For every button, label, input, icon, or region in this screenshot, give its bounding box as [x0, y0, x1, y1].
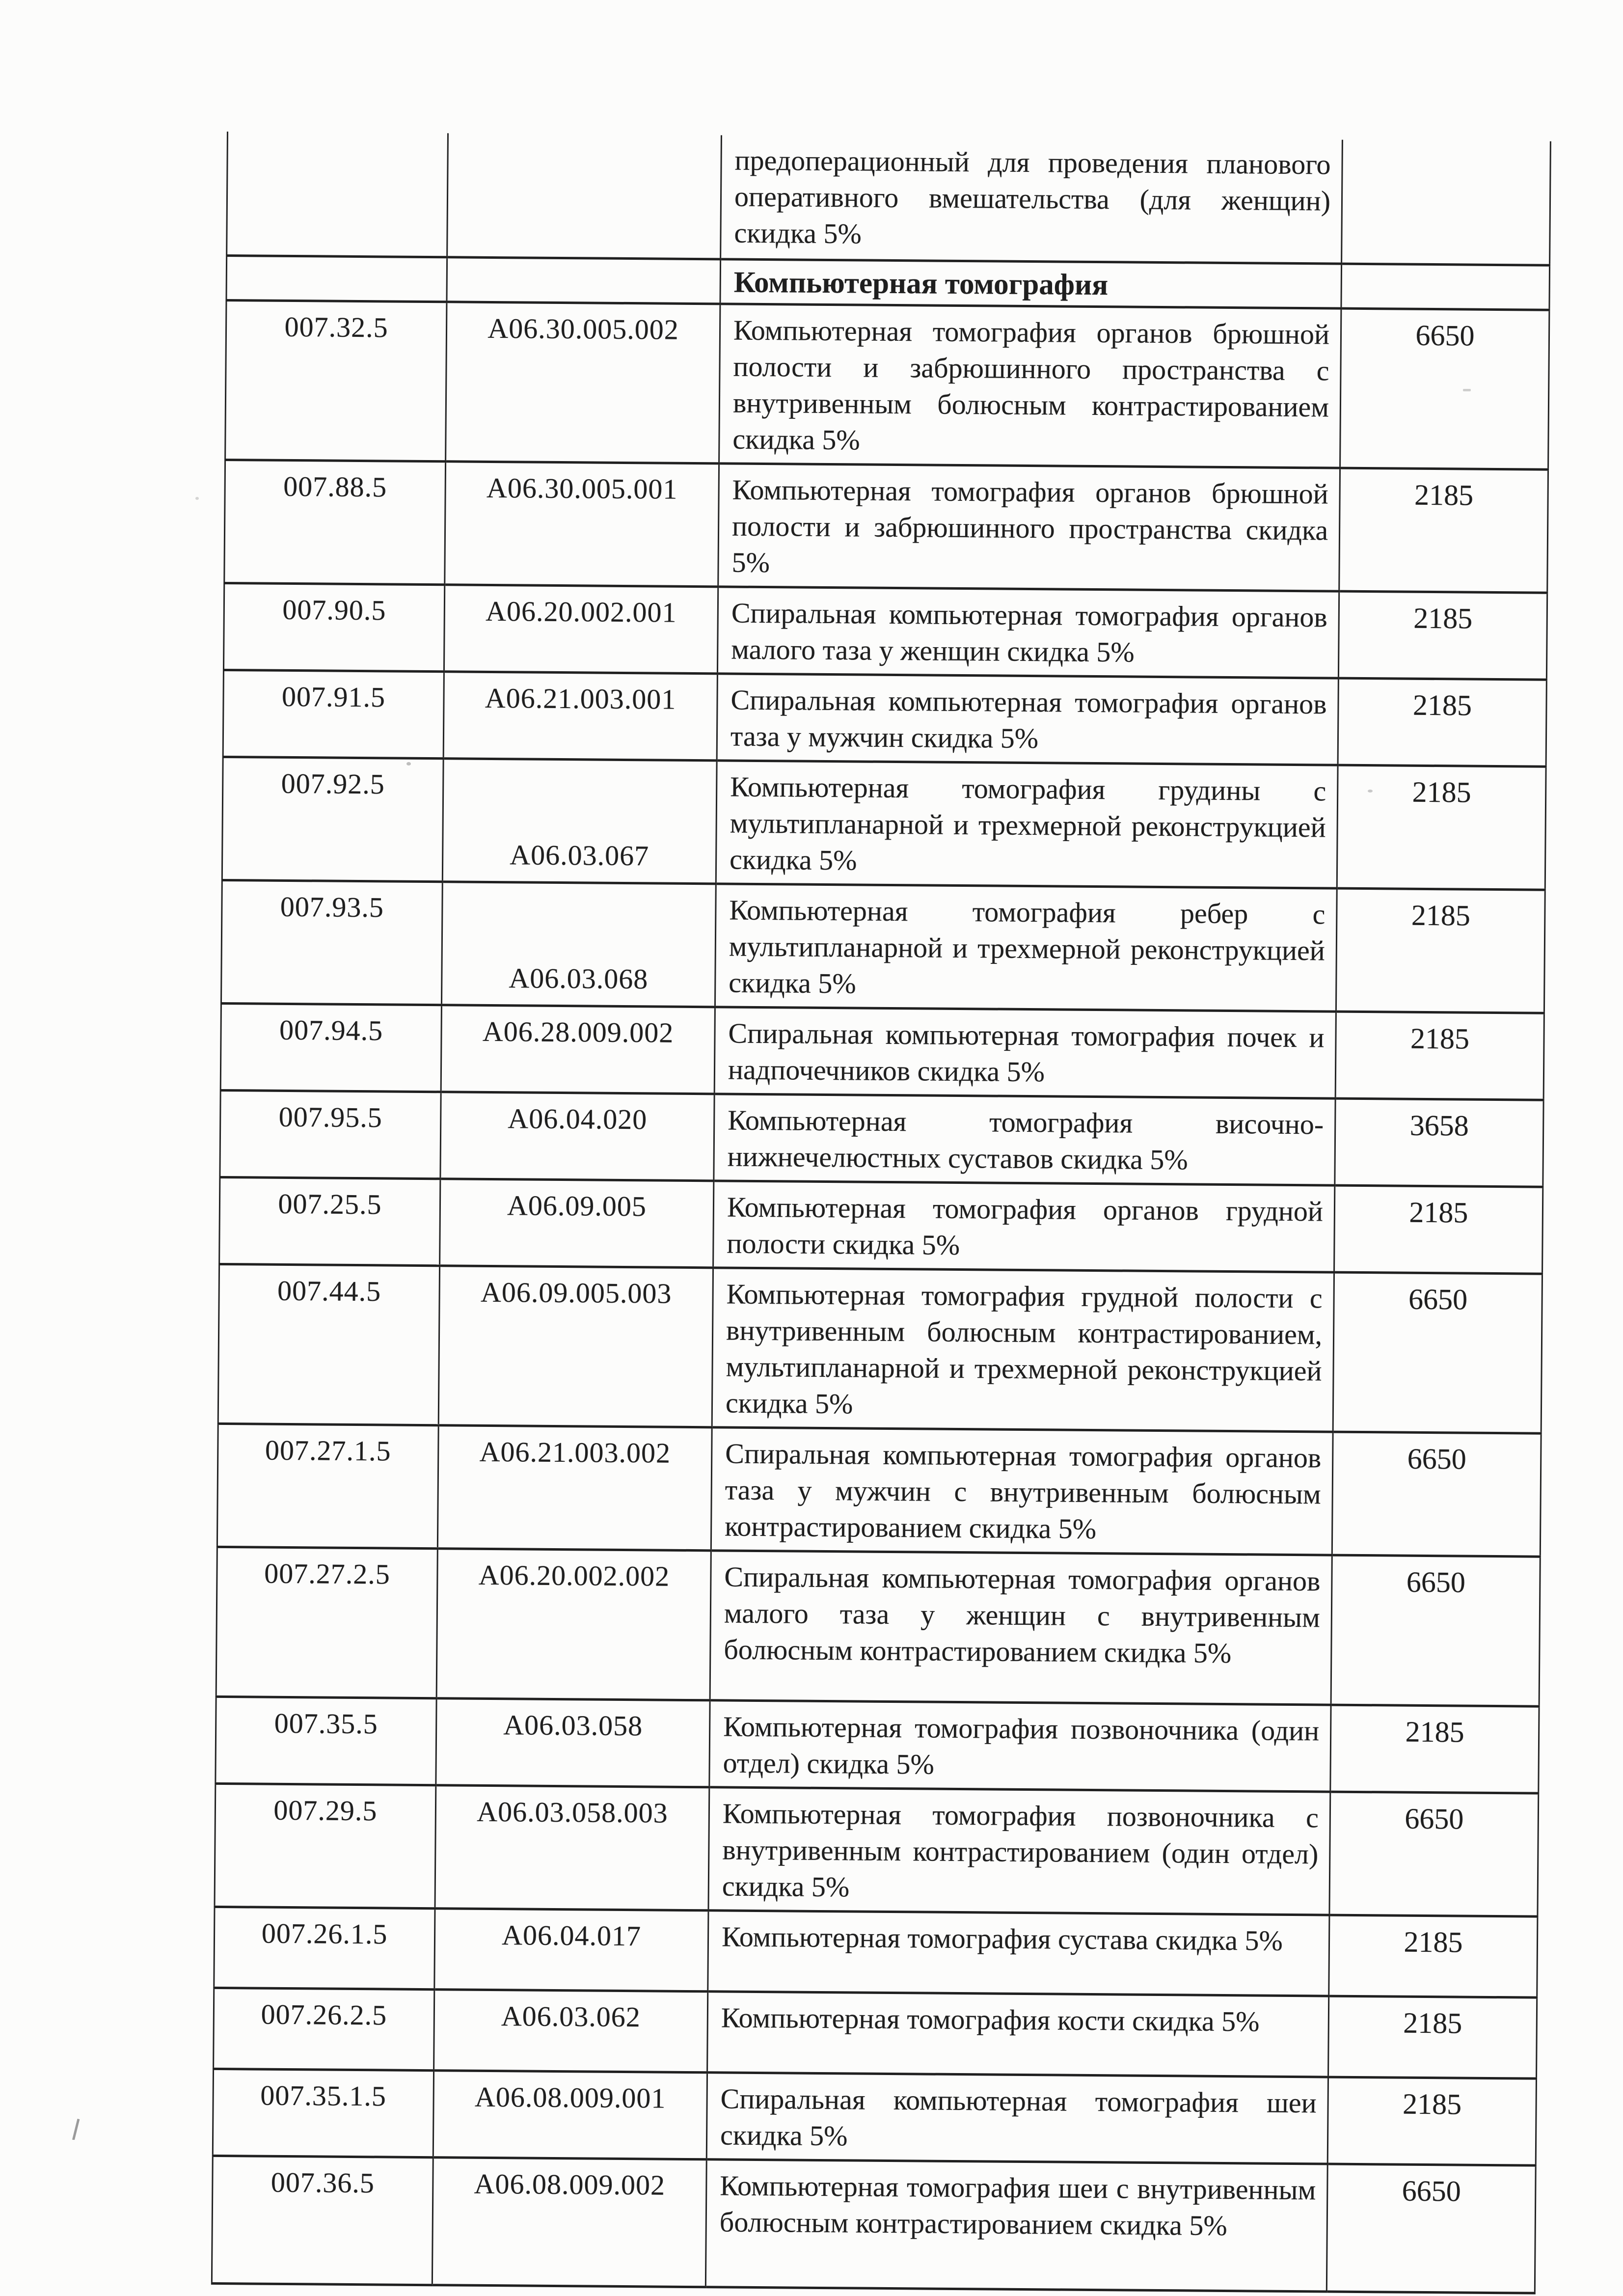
cell-service-code: A06.09.005.003 [438, 1265, 713, 1427]
cell-code: 007.26.1.5 [214, 1907, 435, 1989]
cell-price: 3658 [1335, 1098, 1543, 1187]
cell-description: Компьютерная томография сустава скидка 5% [708, 1910, 1329, 1995]
cell-description: Компьютерная томография кости скидка 5% [707, 1991, 1329, 2077]
cell-price: 2185 [1335, 1011, 1544, 1100]
cell-service-code: A06.21.003.001 [443, 671, 717, 760]
cell-description: Компьютерная томография височно-нижнечелюстных суставов скидка 5% [714, 1093, 1335, 1185]
table-row [223, 670, 1546, 766]
cell-service-code [447, 257, 721, 303]
cell-service-code: A06.03.068 [441, 881, 716, 1007]
cell-service-code: A06.08.009.002 [432, 2157, 706, 2287]
stray-pen-mark [72, 2119, 84, 2141]
table-row [221, 880, 1545, 1013]
cell-price: 2185 [1338, 591, 1547, 680]
cell-code [227, 132, 448, 257]
cell-code: 007.25.5 [219, 1177, 440, 1265]
cell-description: Спиральная компьютерная томография органов малого таза у женщин скидка 5% [717, 586, 1339, 678]
cell-price [1341, 264, 1550, 310]
cell-code: 007.90.5 [223, 583, 444, 671]
cell-description: Спиральная компьютерная томография почек и надпочечников скидка 5% [714, 1007, 1336, 1098]
table-row [219, 1177, 1543, 1274]
cell-service-code: A06.08.009.001 [433, 2070, 707, 2159]
cell-description: Компьютерная томография позвоночника (один отдел) скидка 5% [709, 1700, 1331, 1791]
table-row [224, 460, 1548, 593]
cell-price: 6650 [1331, 1555, 1540, 1706]
cell-code: 007.91.5 [223, 670, 444, 758]
scan-speck [406, 762, 411, 765]
table-row [225, 300, 1549, 469]
cell-service-code: A06.20.002.002 [436, 1548, 711, 1700]
cell-service-code: A06.28.009.002 [441, 1005, 715, 1093]
cell-description: Спиральная компьютерная томография органов таза у мужчин с внутривенным болюсным контрастированием скидка 5% [711, 1427, 1333, 1555]
scan-speck [1463, 389, 1471, 391]
cell-code: 007.29.5 [215, 1783, 436, 1908]
cell-price [1342, 140, 1551, 265]
cell-description: Компьютерная томография грудины с мультипланарной и трехмерной реконструкцией скидка 5% [716, 760, 1338, 888]
cell-price: 2185 [1338, 678, 1546, 766]
cell-price: 2185 [1336, 888, 1545, 1013]
cell-service-code: A06.04.020 [440, 1092, 714, 1180]
cell-price: 2185 [1327, 2077, 1536, 2165]
scan-speck [195, 497, 199, 500]
cell-description: предоперационный для проведения планового оперативного вмешательства (для женщин) скидка 5% [721, 135, 1343, 263]
table-row [212, 2156, 1536, 2293]
cell-price: 6650 [1340, 308, 1549, 469]
cell-price: 2185 [1339, 468, 1548, 593]
cell-description: Спиральная компьютерная томография органов таза у мужчин скидка 5% [717, 673, 1338, 765]
cell-price: 2185 [1329, 1915, 1538, 1997]
table-row [215, 1783, 1539, 1916]
cell-service-code: A06.30.005.001 [445, 461, 719, 586]
cell-service-code: A06.03.058 [436, 1698, 710, 1787]
cell-price: 2185 [1337, 765, 1546, 890]
cell-service-code: A06.21.003.002 [437, 1425, 712, 1550]
cell-code: 007.35.5 [216, 1696, 436, 1785]
table-row [213, 2069, 1536, 2165]
cell-service-code: A06.20.002.001 [444, 584, 718, 673]
price-table [211, 132, 1551, 2294]
table-row [217, 1423, 1541, 1557]
cell-code: 007.92.5 [222, 757, 443, 881]
table-row [220, 1090, 1543, 1187]
cell-description: Компьютерная томография органов грудной полости скидка 5% [713, 1180, 1335, 1272]
cell-description: Компьютерная томография ребер с мультипланарной и трехмерной реконструкцией скидка 5% [715, 883, 1337, 1011]
cell-description: Спиральная компьютерная томография шеи скидка 5% [706, 2072, 1328, 2163]
cell-price: 2185 [1330, 1705, 1539, 1793]
cell-code: 007.35.1.5 [213, 2069, 433, 2157]
cell-description: Компьютерная томография органов брюшной полости и забрюшинного пространства с внутривенным болюсным контрастированием скидка 5% [719, 303, 1341, 467]
cell-code: 007.32.5 [225, 300, 447, 461]
cell-code: 007.27.1.5 [217, 1423, 438, 1548]
cell-code: 007.44.5 [218, 1264, 439, 1425]
table-row [216, 1696, 1539, 1793]
cell-code: 007.36.5 [212, 2156, 433, 2285]
cell-price: 2185 [1334, 1185, 1543, 1274]
scan-speck [1368, 790, 1373, 793]
cell-price: 2185 [1328, 1996, 1537, 2078]
cell-price: 6650 [1329, 1792, 1539, 1916]
cell-code: 007.93.5 [221, 880, 442, 1005]
cell-description: Компьютерная томография позвоночника с внутривенным контрастированием (один отдел) скидка 5% [708, 1787, 1330, 1914]
table-row [223, 583, 1547, 680]
table-row [218, 1264, 1542, 1433]
cell-service-code: A06.04.017 [434, 1908, 708, 1991]
table-row [220, 1003, 1544, 1100]
cell-price: 6650 [1333, 1272, 1542, 1433]
price-table-wrap [211, 132, 1550, 2294]
cell-service-code: A06.09.005 [440, 1178, 714, 1267]
section-title: Компьютерная томография [720, 259, 1342, 308]
cell-service-code: A06.30.005.002 [446, 301, 720, 463]
cell-code: 007.94.5 [220, 1003, 441, 1092]
cell-code: 007.95.5 [220, 1090, 441, 1178]
table-row-continuation [227, 132, 1551, 265]
cell-service-code: A06.03.058.003 [435, 1785, 709, 1910]
table-row [222, 757, 1546, 890]
table-row [214, 1988, 1537, 2078]
cell-code: 007.88.5 [224, 460, 446, 584]
table-row [216, 1547, 1540, 1706]
cell-description: Компьютерная томография грудной полости с внутривенным болюсным контрастированием, мультипланарной и трехмерной реконструкцией скидка 5% [712, 1267, 1334, 1431]
table-row [214, 1907, 1538, 1997]
cell-service-code [447, 133, 722, 259]
cell-price: 6650 [1326, 2164, 1536, 2293]
cell-code [226, 255, 447, 301]
cell-description: Спиральная компьютерная томография органов малого таза у женщин с внутривенным болюсным контрастированием скидка 5% [710, 1550, 1332, 1704]
cell-code: 007.26.2.5 [214, 1988, 434, 2070]
cell-code: 007.27.2.5 [216, 1547, 437, 1698]
cell-price: 6650 [1332, 1432, 1541, 1557]
cell-description: Компьютерная томография органов брюшной полости и забрюшинного пространства скидка 5% [718, 463, 1340, 591]
cell-service-code: A06.03.062 [434, 1989, 708, 2072]
table-body [212, 132, 1550, 2293]
cell-description: Компьютерная томография шеи с внутривенным болюсным контрастированием скидка 5% [705, 2159, 1327, 2291]
cell-service-code: A06.03.067 [442, 758, 717, 883]
